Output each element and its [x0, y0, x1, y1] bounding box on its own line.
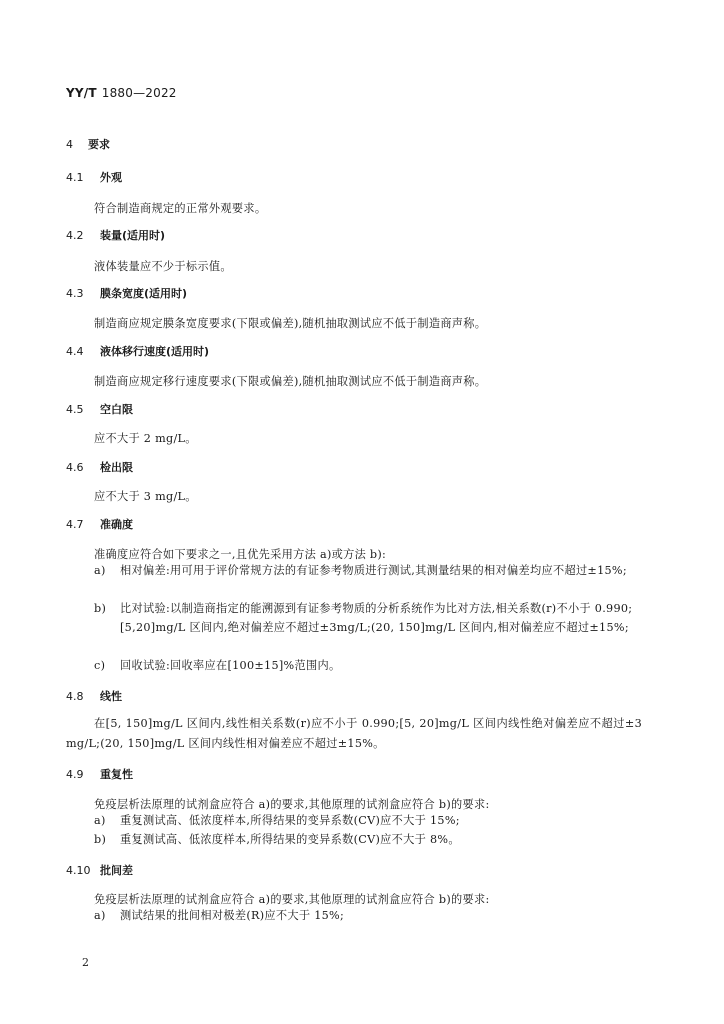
list-item: [94, 561, 642, 580]
section-4-5-heading: 4.5 空白限: [66, 403, 133, 416]
section-4-6-heading: 4.6 检出限: [66, 461, 133, 474]
list-item-text: 测试结果的批间相对极差(R)应不大于 15%;: [120, 909, 345, 922]
section-title: 准确度: [100, 518, 133, 531]
section-4-6-body: 应不大于 3 mg/L。: [94, 490, 197, 503]
section-4-10-body: 免疫层析法原理的试剂盒应符合 a)的要求,其他原理的试剂盒应符合 b)的要求:: [94, 893, 490, 906]
section-title: 检出限: [100, 461, 133, 474]
standard-header: [66, 86, 177, 100]
section-4-4-body: 制造商应规定移行速度要求(下限或偏差),随机抽取测试应不低于制造商声称。: [94, 375, 487, 388]
list-item-text: 重复测试高、低浓度样本,所得结果的变异系数(CV)应不大于 8%。: [120, 833, 460, 846]
section-4-4-heading: 4.4 液体移行速度(适用时): [66, 345, 210, 358]
section-4-5-body: 应不大于 2 mg/L。: [94, 432, 197, 445]
section-title: 要求: [88, 138, 110, 151]
section-title: 液体移行速度(适用时): [100, 345, 210, 358]
list-item: [94, 599, 642, 637]
section-4-2-heading: 4.2 装量(适用时): [66, 229, 166, 242]
list-item-text: 回收试验:回收率应在[100±15]%范围内。: [120, 659, 341, 672]
standard-prefix: YY/T: [66, 86, 97, 100]
section-4-7-body: 准确度应符合如下要求之一,且优先采用方法 a)或方法 b):: [94, 548, 387, 561]
standard-number: 1880—2022: [101, 86, 177, 100]
list-item-text: 重复测试高、低浓度样本,所得结果的变异系数(CV)应不大于 15%;: [120, 814, 460, 827]
list-item-label: a): [94, 814, 106, 827]
section-4-7-heading: 4.7 准确度: [66, 518, 133, 531]
section-4-10-heading: 4.10 批间差: [66, 864, 133, 877]
section-title: 膜条宽度(适用时): [100, 287, 188, 300]
section-title: 重复性: [100, 768, 133, 781]
section-4-1-heading: 4.1 外观: [66, 171, 122, 184]
section-4-heading: 4 要求: [66, 138, 110, 151]
list-item-label: c): [94, 659, 106, 672]
section-4-2-body: 液体装量应不少于标示值。: [94, 260, 232, 273]
section-title: 批间差: [100, 864, 133, 877]
list-item-text: 相对偏差:用可用于评价常规方法的有证参考物质进行测试,其测量结果的相对偏差均应不超过±15%;: [120, 564, 627, 577]
section-4-8-heading: 4.8 线性: [66, 690, 122, 703]
section-4-1-body: 符合制造商规定的正常外观要求。: [94, 202, 267, 215]
section-4-9-body: 免疫层析法原理的试剂盒应符合 a)的要求,其他原理的试剂盒应符合 b)的要求:: [94, 798, 490, 811]
list-item-text: 比对试验:以制造商指定的能溯源到有证参考物质的分析系统作为比对方法,相关系数(r)不小于 0.990;[5,20]mg/L 区间内,绝对偏差应不超过±3mg/L;(20, 150]mg/L 区间内,相对偏差应不超过±15%;: [120, 602, 633, 634]
list-item-label: a): [94, 909, 106, 922]
section-4-9-heading: 4.9 重复性: [66, 768, 133, 781]
section-title: 装量(适用时): [100, 229, 166, 242]
section-title: 空白限: [100, 403, 133, 416]
section-4-3-heading: 4.3 膜条宽度(适用时): [66, 287, 188, 300]
section-title: 外观: [100, 171, 122, 184]
list-item: [94, 906, 642, 925]
list-item: [94, 656, 642, 675]
section-4-8-body: 在[5, 150]mg/L 区间内,线性相关系数(r)应不小于 0.990;[5, 20]mg/L 区间内线性绝对偏差应不超过±3 mg/L;(20, 150]mg/L 区间内线性相对偏差应不超过±15%。: [66, 717, 642, 750]
list-item-label: b): [94, 833, 107, 846]
section-4-3-body: 制造商应规定膜条宽度要求(下限或偏差),随机抽取测试应不低于制造商声称。: [94, 317, 487, 330]
page-number: 2: [82, 956, 89, 969]
list-item: [94, 811, 642, 830]
section-title: 线性: [100, 690, 122, 703]
list-item-label: a): [94, 564, 106, 577]
list-item: [94, 830, 642, 849]
list-item-label: b): [94, 602, 107, 615]
